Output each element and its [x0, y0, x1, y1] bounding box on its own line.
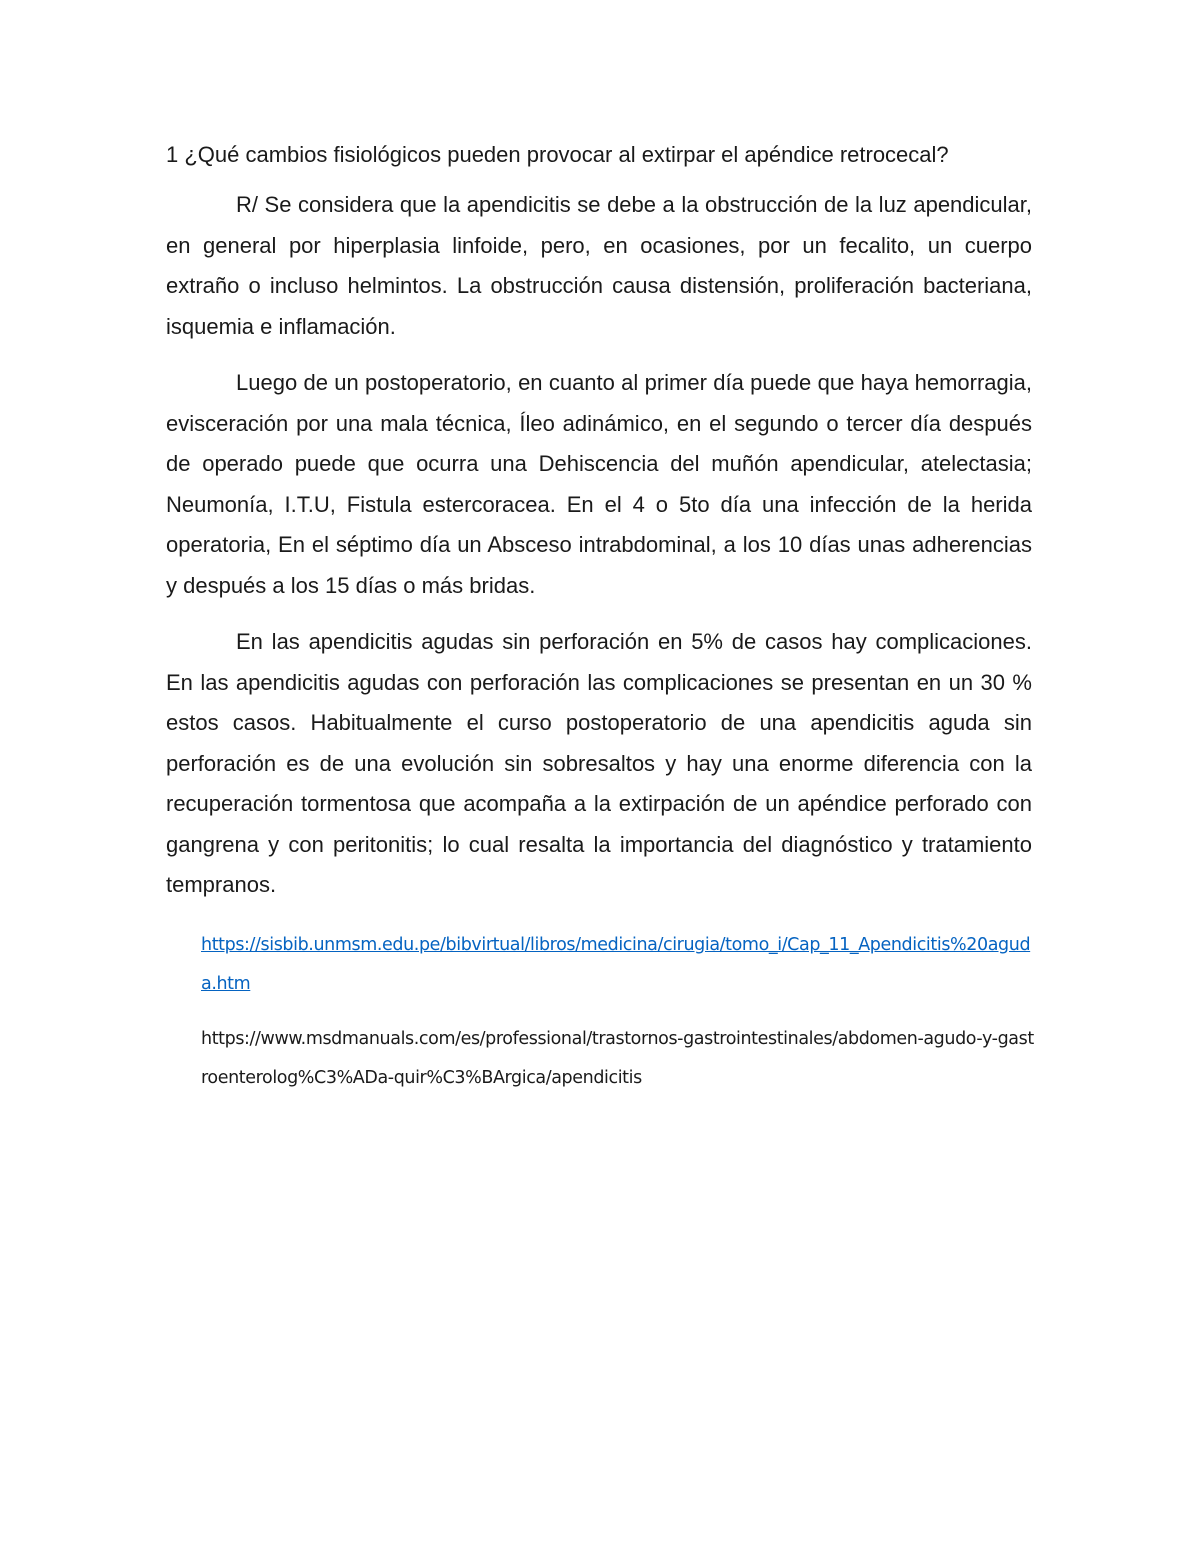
question-heading: 1 ¿Qué cambios fisiológicos pueden provocar al extirpar el apéndice retrocecal?	[166, 142, 949, 167]
references-list	[201, 926, 1037, 1114]
answer-paragraph-1: R/ Se considera que la apendicitis se debe a la obstrucción de la luz apendicular, en general por hiperplasia linfoide, pero, en ocasiones, por un fecalito, un cuerpo extraño o incluso helmintos. La obstrucción causa distensión, proliferación bacteriana, isquemia e inflamación.	[166, 192, 1032, 339]
reference-item	[201, 1020, 1037, 1098]
reference-link-sisbib[interactable]: https://sisbib.unmsm.edu.pe/bibvirtual/libros/medicina/cirugia/tomo_i/Cap_11_Apendicitis%20aguda.htm	[201, 935, 1031, 994]
answer-paragraph-2: Luego de un postoperatorio, en cuanto al primer día puede que haya hemorragia, evisceración por una mala técnica, Íleo adinámico, en el segundo o tercer día después de operado puede que ocurra una Dehiscencia del muñón apendicular, atelectasia; Neumonía, I.T.U, Fistula estercoracea. En el 4 o 5to día una infección de la herida operatoria, En el séptimo día un Absceso intrabdominal, a los 10 días unas adherencias y después a los 15 días o más bridas.	[166, 370, 1032, 598]
reference-item	[201, 926, 1037, 1004]
document-body	[166, 137, 1032, 922]
reference-text-msdmanuals: https://www.msdmanuals.com/es/professional/trastornos-gastrointestinales/abdomen-agudo-y-gastroenterolog%C3%ADa-quir%C3%BArgica/apendicitis	[201, 1029, 1034, 1088]
answer-paragraph-3: En las apendicitis agudas sin perforación en 5% de casos hay complicaciones. En las apendicitis agudas con perforación las complicaciones se presentan en un 30 % estos casos. Habitualmente el curso postoperatorio de una apendicitis aguda sin perforación es de una evolución sin sobresaltos y hay una enorme diferencia con la recuperación tormentosa que acompaña a la extirpación de un apéndice perforado con gangrena y con peritonitis; lo cual resalta la importancia del diagnóstico y tratamiento tempranos.	[166, 629, 1032, 897]
